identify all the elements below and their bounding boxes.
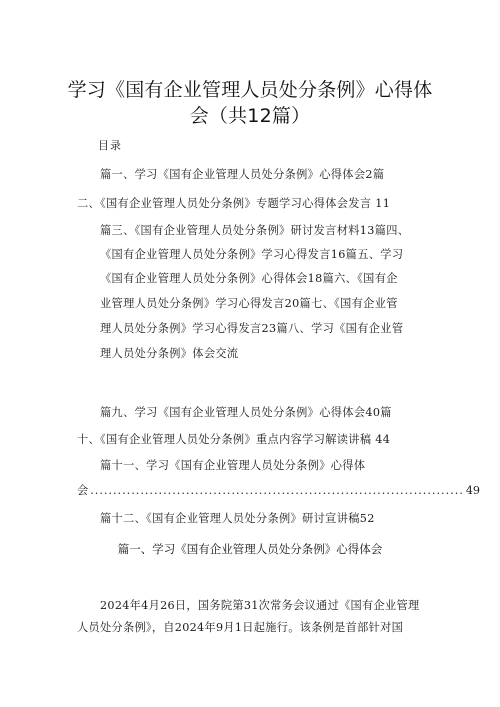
toc-dot-leader-row	[77, 483, 481, 499]
dot-leader: ..................................................................................	[90, 484, 464, 497]
body-paragraph-line: 2024年4月26日，国务院第31次常务会议通过《国有企业管理	[100, 599, 420, 612]
toc-line: 《国有企业管理人员处分条例》学习心得发言16篇五、学习	[100, 248, 404, 261]
toc-line: 十、《国有企业管理人员处分条例》重点内容学习解读讲稿 44	[77, 433, 391, 446]
toc-page-number: 49	[465, 484, 481, 497]
toc-line: 篇三、《国有企业管理人员处分条例》研讨发言材料13篇四、	[100, 224, 410, 237]
toc-line: 篇一、学习《国有企业管理人员处分条例》心得体会2篇	[100, 168, 385, 181]
toc-line: 篇十一、学习《国有企业管理人员处分条例》心得体	[100, 459, 366, 472]
toc-line: 二、《国有企业管理人员处分条例》专题学习心得体会发言 11	[77, 197, 391, 210]
toc-line-continuation: 会	[77, 484, 89, 497]
toc-line: 篇十二、《国有企业管理人员处分条例》研讨宣讲稿52	[100, 512, 375, 525]
document-title-line-1: 学习《国有企业管理人员处分条例》心得体	[67, 79, 433, 101]
toc-label: 目录	[98, 139, 122, 152]
toc-line: 理人员处分条例》学习心得发言23篇八、学习《国有企业管	[100, 322, 404, 335]
toc-line: 业管理人员处分条例》学习心得发言20篇七、《国有企业管	[100, 297, 398, 310]
toc-line: 《国有企业管理人员处分条例》心得体会18篇六、《国有企	[100, 272, 398, 285]
section-heading: 篇一、学习《国有企业管理人员处分条例》心得体会	[117, 542, 383, 556]
toc-line: 篇九、学习《国有企业管理人员处分条例》心得体会40篇	[100, 406, 392, 419]
body-paragraph-line: 人员处分条例》，自2024年9月1日起施行。该条例是首部针对国	[77, 621, 404, 634]
document-title-line-2: 会（共12篇）	[189, 105, 311, 127]
toc-line: 理人员处分条例》体会交流	[100, 347, 239, 360]
